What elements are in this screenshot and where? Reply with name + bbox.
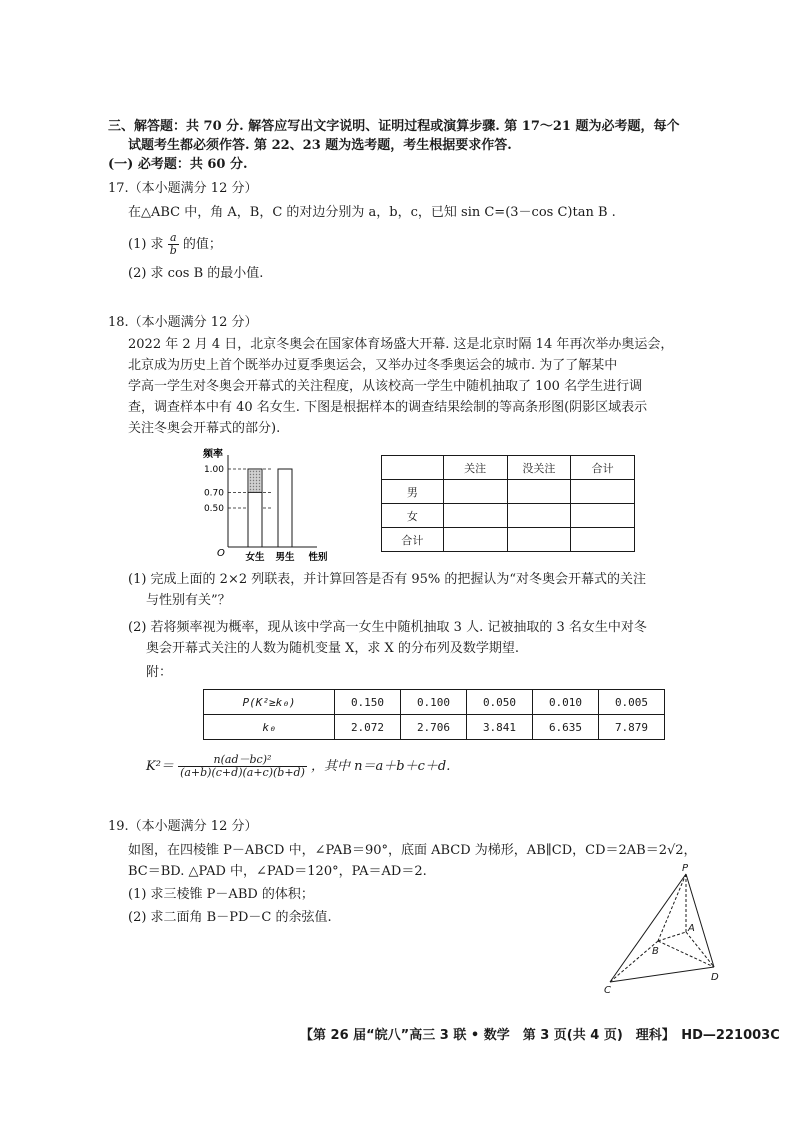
q18-stem-line4: 查，调查样本中有 40 名女生. 下图是根据样本的调查结果绘制的等高条形图(阴影区域表示: [128, 400, 648, 415]
ct-cell: [507, 504, 571, 528]
ct-cell: [507, 528, 571, 552]
chart-tick-label: 1.00: [203, 465, 224, 475]
q19-part1: (1) 求三棱锥 P－ABD 的体积；: [128, 887, 314, 902]
critical-k-cell: 2.072: [335, 715, 401, 740]
critical-p-cell: 0.100: [401, 690, 467, 715]
pyramid-figure: [598, 860, 728, 995]
ct-header-no-attention: 没关注: [507, 456, 571, 480]
q18-part1-line2: 与性别有关”？: [146, 593, 231, 608]
contingency-row-total: [382, 528, 635, 552]
critical-k-cell: 3.841: [467, 715, 533, 740]
formula-denominator: (a+b)(c+d)(a+c)(b+d): [180, 766, 305, 779]
contingency-header-row: [382, 456, 635, 480]
q17-part2: (2) 求 cos B 的最小值.: [128, 266, 264, 281]
label-a: A: [688, 923, 695, 934]
q19-title: 19.（本小题满分 12 分）: [108, 819, 258, 834]
critical-row-p-label: P(K²≥k₀): [204, 690, 335, 715]
critical-p-cell: 0.050: [467, 690, 533, 715]
chart-x-axis-label: 性别: [308, 552, 328, 563]
q18-part2-line1: (2) 若将频率视为概率，现从该中学高一女生中随机抽取 3 人. 记被抽取的 3 名女生中对冬: [128, 620, 647, 635]
critical-p-cell: 0.010: [533, 690, 599, 715]
chart-origin: O: [217, 548, 225, 559]
ct-cell: [571, 504, 635, 528]
contingency-table: [381, 455, 635, 552]
chart-category-label: 男生: [275, 552, 295, 563]
critical-row-k: [204, 715, 665, 740]
label-d: D: [711, 972, 719, 983]
chart-bar-male: [278, 469, 292, 547]
critical-row-k-label: k₀: [204, 715, 335, 740]
q18-part1-line1: (1) 完成上面的 2×2 列联表，并计算回答是否有 95% 的把握认为“对冬奥会开幕式的关注: [128, 572, 647, 587]
q18-stem-line3: 学高一学生对冬奥会开幕式的关注程度，从该校高一学生中随机抽取了 100 名学生进行调: [128, 379, 643, 394]
k-squared-formula: [146, 754, 450, 779]
q19-stem-line2: BC＝BD. △PAD 中，∠PAD＝120°，PA＝AD＝2.: [128, 864, 427, 879]
q17-part1-suffix: 的值；: [182, 237, 222, 252]
chart-tick-label: 0.50: [203, 504, 224, 514]
q19-part2: (2) 求二面角 B－PD－C 的余弦值.: [128, 910, 332, 925]
q18-stem-line2: 北京成为历史上首个既举办过夏季奥运会，又举办过冬季奥运会的城市. 为了了解某中: [128, 358, 618, 373]
chart-bar-female-shade: [249, 470, 261, 492]
ct-header-attention: 关注: [443, 456, 507, 480]
q17-frac-num: a: [168, 232, 179, 245]
ct-header-total: 合计: [571, 456, 635, 480]
edge-pd: [686, 874, 714, 967]
section-header-line1: 三、解答题：共 70 分. 解答应写出文字说明、证明过程或演算步骤. 第 17～21 题为必考题，每个: [108, 119, 680, 134]
contingency-row-female: [382, 504, 635, 528]
page-footer: 【第 26 届“皖八”高三 3 联 • 数学 第 3 页(共 4 页) 理科】 HD—221003C: [300, 1028, 780, 1043]
edge-bd: [658, 941, 714, 967]
critical-k-cell: 6.635: [533, 715, 599, 740]
label-b: B: [652, 946, 659, 957]
q18-stem-line5: 关注冬奥会开幕式的部分).: [128, 421, 281, 436]
edge-ad: [686, 932, 714, 967]
q17-title: 17.（本小题满分 12 分）: [108, 181, 258, 196]
ct-row-label: 女: [382, 504, 444, 528]
critical-p-cell: 0.150: [335, 690, 401, 715]
ct-cell: [571, 528, 635, 552]
edge-ab: [658, 932, 686, 941]
critical-row-p: [204, 690, 665, 715]
section-header-line2: 试题考生都必须作答. 第 22、23 题为选考题，考生根据要求作答.: [128, 138, 512, 153]
q18-part2-line2: 奥会开幕式关注的人数为随机变量 X，求 X 的分布列及数学期望.: [146, 641, 520, 656]
ct-cell: [507, 480, 571, 504]
contingency-row-male: [382, 480, 635, 504]
edge-pc: [610, 874, 686, 982]
q17-stem: 在△ABC 中，角 A，B，C 的对边分别为 a，b，c，已知 sin C=(3－cos C)tan B .: [128, 205, 616, 220]
chart-tick-label: 0.70: [203, 488, 224, 499]
critical-p-cell: 0.005: [599, 690, 665, 715]
q17-frac-den: b: [169, 244, 177, 257]
q18-stem-line1: 2022 年 2 月 4 日，北京冬奥会在国家体育场盛大开幕. 这是北京时隔 14 年再次举办奥运会，: [128, 337, 674, 352]
formula-tail: ，其中 n＝a＋b＋c＋d.: [311, 759, 451, 774]
ct-cell: [443, 504, 507, 528]
ct-cell: [443, 528, 507, 552]
ct-row-label: 男: [382, 480, 444, 504]
q17-part1: [128, 232, 222, 257]
critical-value-table: [203, 689, 665, 740]
critical-k-cell: 7.879: [599, 715, 665, 740]
ct-cell: [571, 480, 635, 504]
ct-header-empty: [382, 456, 444, 480]
q18-bar-chart: [195, 443, 345, 565]
required-header: (一) 必考题：共 60 分.: [108, 157, 248, 172]
label-c: C: [604, 985, 611, 995]
formula-fraction: [178, 754, 307, 779]
q18-title: 18.（本小题满分 12 分）: [108, 315, 258, 330]
chart-ylabel: 频率: [203, 449, 223, 460]
critical-k-cell: 2.706: [401, 715, 467, 740]
q17-part1-prefix: (1) 求: [128, 237, 164, 252]
chart-category-label: 女生: [245, 552, 265, 563]
ct-cell: [443, 480, 507, 504]
q17-part1-fraction: [168, 232, 179, 257]
ct-row-label: 合计: [382, 528, 444, 552]
q18-appendix: 附：: [146, 665, 173, 680]
label-p: P: [682, 863, 689, 874]
q19-stem-line1: 如图，在四棱锥 P－ABCD 中，∠PAB＝90°，底面 ABCD 为梯形，AB∥CD，CD＝2AB＝2√2，: [128, 843, 697, 858]
formula-lhs: K²＝: [146, 759, 174, 774]
formula-numerator: n(ad－bc)²: [178, 754, 307, 767]
